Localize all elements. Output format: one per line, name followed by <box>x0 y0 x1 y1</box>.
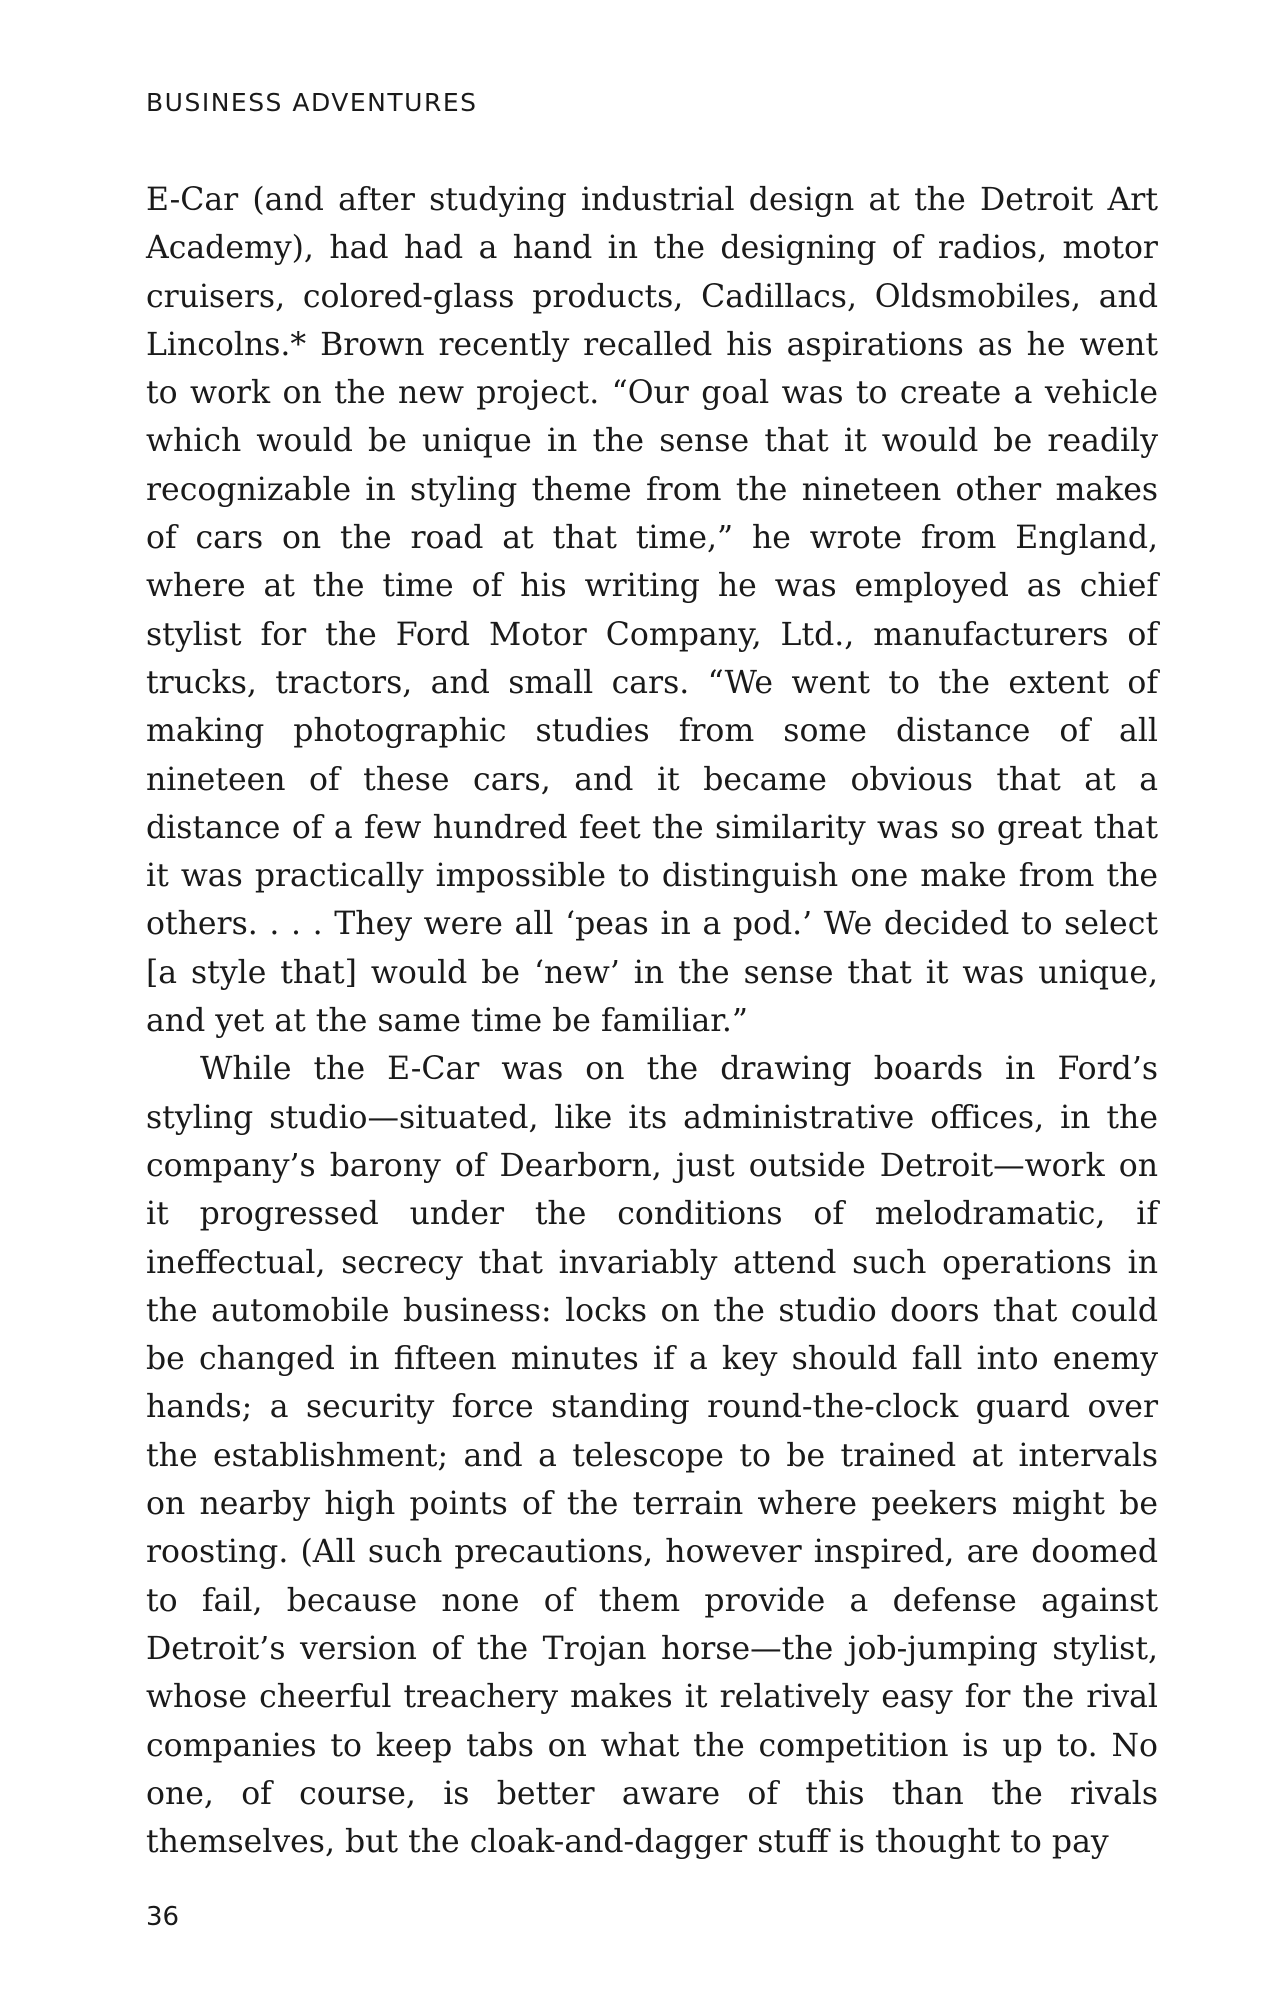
paragraph: While the E-Car was on the drawing boards in Ford’s styling studio—situated, like its administrative offices, in the company’s barony of Dearborn, just outside Detroit—work on it progressed under the conditions of melodramatic, if ineffectual, secrecy that invariably attend such operations in the automobile business: locks on the studio doors that could be changed in fifteen minutes if a key should fall into enemy hands; a security force standing round-the-clock guard over the establishment; and a telescope to be trained at intervals on nearby high points of the terrain where peekers might be roosting. (All such precautions, however inspired, are doomed to fail, because none of them provide a defense against Detroit’s version of the Trojan horse—the job-jumping stylist, whose cheerful treachery makes it relatively easy for the rival companies to keep tabs on what the competition is up to. No one, of course, is better aware of this than the rivals themselves, but the cloak-and-dagger stuff is thought to pay <box>146 1051 1158 1861</box>
paragraph-continued: E-Car (and after studying industrial design at the Detroit Art Academy), had had a hand in the designing of radios, motor cruisers, colored-glass products, Cadillacs, Oldsmobiles, and Lincolns.* Brown recently recalled his aspirations as he went to work on the new project. “Our goal was to create a vehicle which would be unique in the sense that it would be readily recognizable in styling theme from the nineteen other makes of cars on the road at that time,” he wrote from England, where at the time of his writing he was employed as chief stylist for the Ford Motor Company, Ltd., manufacturers of trucks, tractors, and small cars. “We went to the extent of making photographic studies from some distance of all nineteen of these cars, and it became obvious that at a distance of a few hundred feet the similarity was so great that it was practically impossible to distinguish one make from the others. . . . They were all ‘peas in a pod.’ We decided to select [a style that] would be ‘new’ in the sense that it was unique, and yet at the same time be familiar.” <box>146 182 1158 1040</box>
running-head: BUSINESS ADVENTURES <box>146 88 478 117</box>
body-text <box>146 176 1158 1866</box>
page-number: 36 <box>146 1902 180 1932</box>
